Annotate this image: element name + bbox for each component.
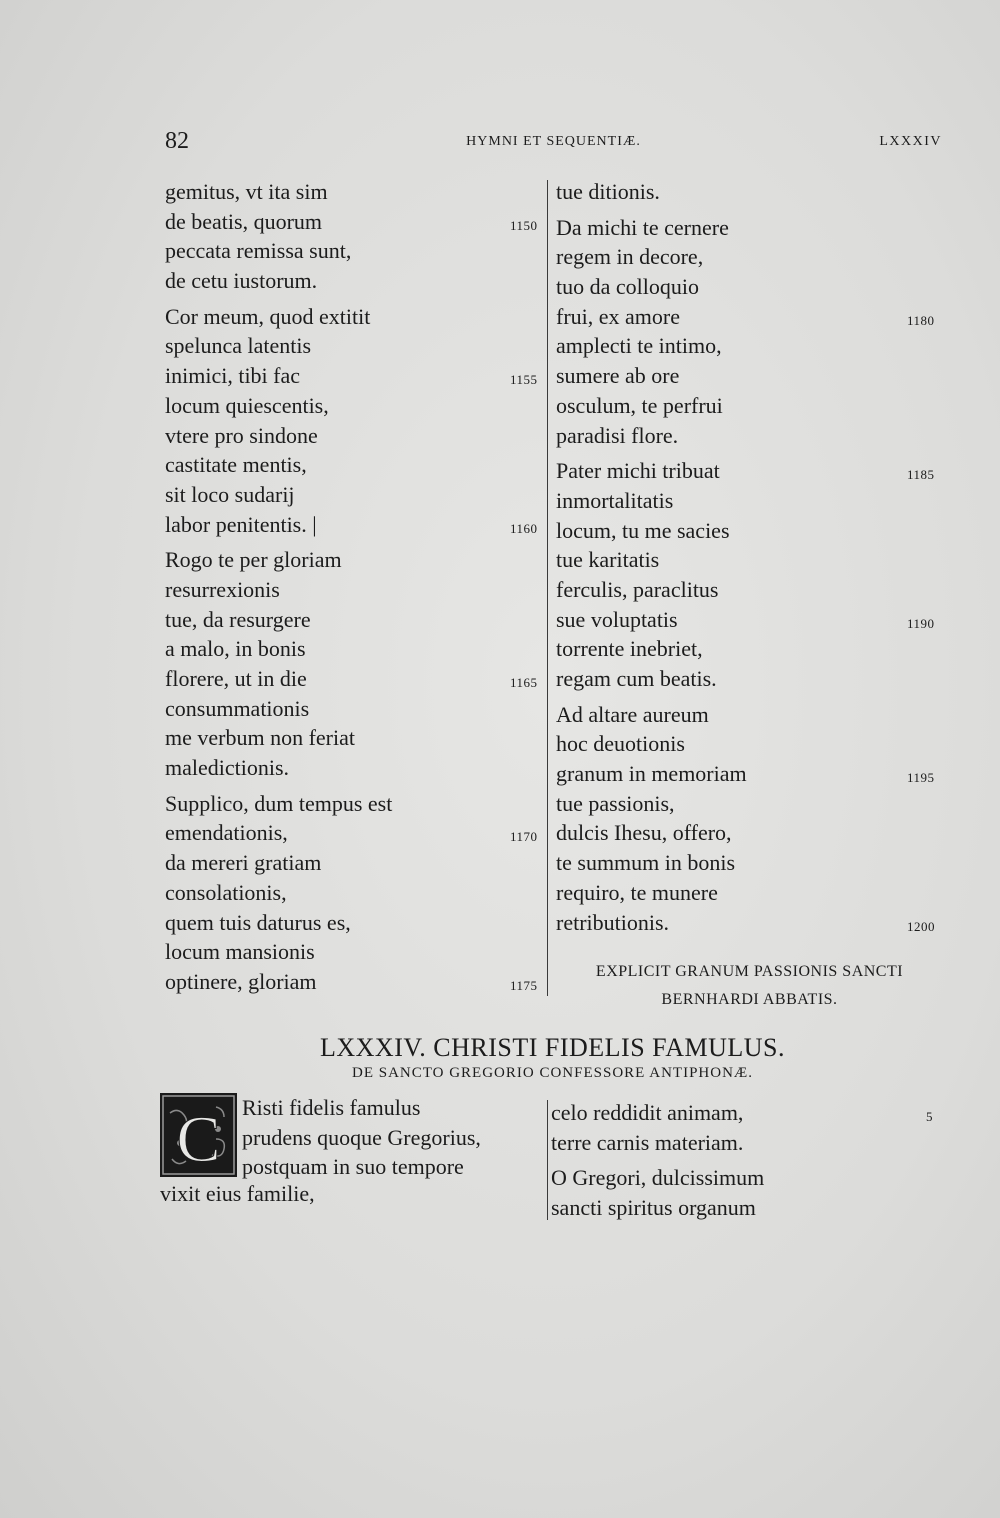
verse-line (165, 331, 540, 361)
verse-line (165, 236, 540, 266)
dropcap-letter: C (176, 1103, 221, 1176)
verse-line (242, 1152, 542, 1182)
verse-text: requiro, te munere (556, 879, 718, 905)
line-number: 1160 (510, 520, 538, 536)
verse-line (165, 818, 540, 848)
verse-line (556, 177, 946, 207)
verse-text: tuo da colloquio (556, 274, 699, 300)
page-header (165, 128, 942, 158)
verse-line (165, 908, 540, 938)
verse-line (556, 908, 946, 938)
verse-line (556, 789, 946, 819)
verse-line (165, 878, 540, 908)
verse-line (556, 759, 946, 789)
verse-line (165, 634, 540, 664)
verse-line (556, 664, 946, 694)
verse-text: consolationis, (165, 879, 287, 905)
verse-text: maledictionis. (165, 755, 290, 781)
line-number: 1190 (907, 615, 935, 631)
verse-text: inimici, tibi fac (165, 363, 301, 389)
verse-text: tue passionis, (556, 790, 675, 816)
verse-text: dulcis Ihesu, offero, (556, 820, 732, 846)
verse-text: labor penitentis. | (165, 511, 317, 537)
verse-text: osculum, te perfrui (556, 392, 723, 418)
verse-line (556, 729, 946, 759)
verse-text: O Gregori, dulcissimum (551, 1165, 765, 1191)
hymn-column-divider (547, 1100, 548, 1220)
verse-text: optinere, gloriam (165, 968, 317, 994)
verse-line (556, 634, 946, 664)
verse-text: Ad altare aureum (556, 701, 709, 727)
verse-line (165, 545, 540, 575)
verse-line (165, 207, 540, 237)
verse-text: hoc deuotionis (556, 731, 685, 757)
verse-line (556, 391, 946, 421)
verse-line (165, 421, 540, 451)
verse-line (165, 302, 540, 332)
verse-text: peccata remissa sunt, (165, 238, 352, 264)
verse-line (165, 177, 540, 207)
verse-line (556, 213, 946, 243)
verse-text: Cor meum, quod extitit (165, 303, 371, 329)
verse-text: postquam in suo tempore (242, 1154, 464, 1180)
verse-text: granum in memoriam (556, 761, 747, 787)
hymn-title: LXXXIV. CHRISTI FIDELIS FAMULUS. (319, 1033, 785, 1062)
hymn-right-column (551, 1098, 941, 1223)
ornamental-dropcap-icon (160, 1093, 237, 1177)
verse-text: Risti fidelis famulus (242, 1095, 421, 1120)
verse-line (165, 575, 540, 605)
line-number: 5 (926, 1109, 933, 1124)
line-number: 1150 (510, 217, 538, 233)
verse-line (165, 391, 540, 421)
verse-text: castitate mentis, (165, 452, 307, 478)
verse-line (556, 242, 946, 272)
verse-line (165, 694, 540, 724)
verse-text: locum mansionis (165, 939, 315, 965)
verse-line (165, 789, 540, 819)
verse-line (165, 937, 540, 967)
verse-line (165, 664, 540, 694)
verse-text: da mereri gratiam (165, 850, 322, 876)
verse-text: Pater michi tribuat (556, 458, 720, 484)
section-number: LXXXIV (879, 134, 942, 149)
verse-text: Da michi te cernere (556, 214, 729, 240)
verse-line (556, 545, 946, 575)
hymn-left-column (242, 1093, 542, 1182)
verse-line (556, 878, 946, 908)
verse-line (556, 848, 946, 878)
verse-line (165, 266, 540, 296)
verse-line (165, 450, 540, 480)
page-number: 82 (165, 128, 189, 154)
line-number: 1195 (907, 770, 935, 786)
verse-line (242, 1123, 542, 1153)
verse-text: sancti spiritus organum (551, 1195, 756, 1221)
verse-text: gemitus, vt ita sim (165, 179, 328, 204)
verse-line (551, 1098, 941, 1128)
running-title: HYMNI ET SEQUENTIÆ. (466, 134, 641, 149)
verse-line (551, 1163, 941, 1193)
verse-text: sit loco sudarij (165, 481, 295, 507)
left-verse-column (165, 177, 540, 997)
verse-line (556, 361, 946, 391)
line-number: 1180 (907, 312, 935, 328)
verse-text: regam cum beatis. (556, 666, 717, 691)
verse-text: te summum in bonis (556, 850, 736, 876)
verse-text: Rogo te per gloriam (165, 547, 342, 573)
hymn-subtitle: DE SANCTO GREGORIO CONFESSORE ANTIPHONÆ. (351, 1065, 753, 1081)
verse-text: resurrexionis (165, 576, 280, 602)
verse-text: regem in decore, (556, 244, 704, 270)
verse-line (556, 331, 946, 361)
verse-text: tue karitatis (556, 547, 660, 573)
verse-text: sumere ab ore (556, 363, 680, 389)
verse-line (551, 1193, 941, 1223)
line-number: 1200 (907, 918, 935, 934)
verse-line (165, 848, 540, 878)
verse-line (165, 605, 540, 635)
verse-text: sue voluptatis (556, 606, 678, 632)
verse-text: Supplico, dum tempus est (165, 790, 393, 816)
line-number: 1165 (510, 675, 538, 690)
verse-text: a malo, in bonis (165, 636, 306, 662)
line-number: 1170 (510, 829, 538, 845)
verse-text: de cetu iustorum. (165, 268, 318, 294)
verse-text: celo reddidit animam, (551, 1100, 744, 1125)
verse-text: prudens quoque Gregorius, (242, 1124, 481, 1150)
explicit-line: EXPLICIT GRANUM PASSIONIS SANCTI (595, 963, 904, 980)
verse-text: amplecti te intimo, (556, 333, 722, 359)
verse-line (556, 272, 946, 302)
verse-text: locum quiescentis, (165, 392, 329, 418)
verse-text: locum, tu me sacies (556, 517, 730, 543)
verse-text: frui, ex amore (556, 303, 680, 329)
verse-text: tue ditionis. (556, 179, 660, 204)
line-number: 1155 (510, 372, 538, 388)
verse-line: vixit eius familie, (160, 1181, 315, 1206)
verse-line (242, 1093, 542, 1123)
verse-text: florere, ut in die (165, 666, 307, 691)
verse-line (556, 486, 946, 516)
verse-text: de beatis, quorum (165, 208, 323, 234)
verse-line (551, 1128, 941, 1158)
verse-text: emendationis, (165, 820, 288, 846)
right-verse-column (556, 177, 946, 937)
verse-text: spelunca latentis (165, 333, 312, 359)
verse-line (556, 818, 946, 848)
verse-text: torrente inebriet, (556, 636, 703, 662)
verse-line (165, 723, 540, 753)
verse-text: paradisi flore. (556, 422, 679, 448)
verse-text: me verbum non feriat (165, 725, 355, 751)
verse-line (165, 361, 540, 391)
verse-line (556, 421, 946, 451)
verse-text: quem tuis daturus es, (165, 909, 351, 935)
verse-line (165, 967, 540, 997)
verse-line (165, 753, 540, 783)
verse-text: vtere pro sindone (165, 422, 318, 448)
explicit-note (552, 958, 947, 1014)
column-divider (547, 180, 548, 996)
verse-line (556, 456, 946, 486)
verse-text: terre carnis materiam. (551, 1129, 744, 1155)
verse-line (556, 700, 946, 730)
verse-line (165, 480, 540, 510)
verse-text: retributionis. (556, 909, 670, 935)
verse-text: tue, da resurgere (165, 606, 311, 632)
verse-text: ferculis, paraclitus (556, 576, 719, 602)
verse-line (165, 510, 540, 540)
explicit-line: BERNHARDI ABBATIS. (661, 991, 838, 1008)
verse-text: consummationis (165, 695, 310, 721)
line-number: 1185 (907, 467, 935, 483)
verse-text: inmortalitatis (556, 487, 674, 513)
verse-line (556, 302, 946, 332)
verse-line (556, 605, 946, 635)
verse-line (556, 516, 946, 546)
line-number: 1175 (510, 977, 538, 993)
verse-line (556, 575, 946, 605)
